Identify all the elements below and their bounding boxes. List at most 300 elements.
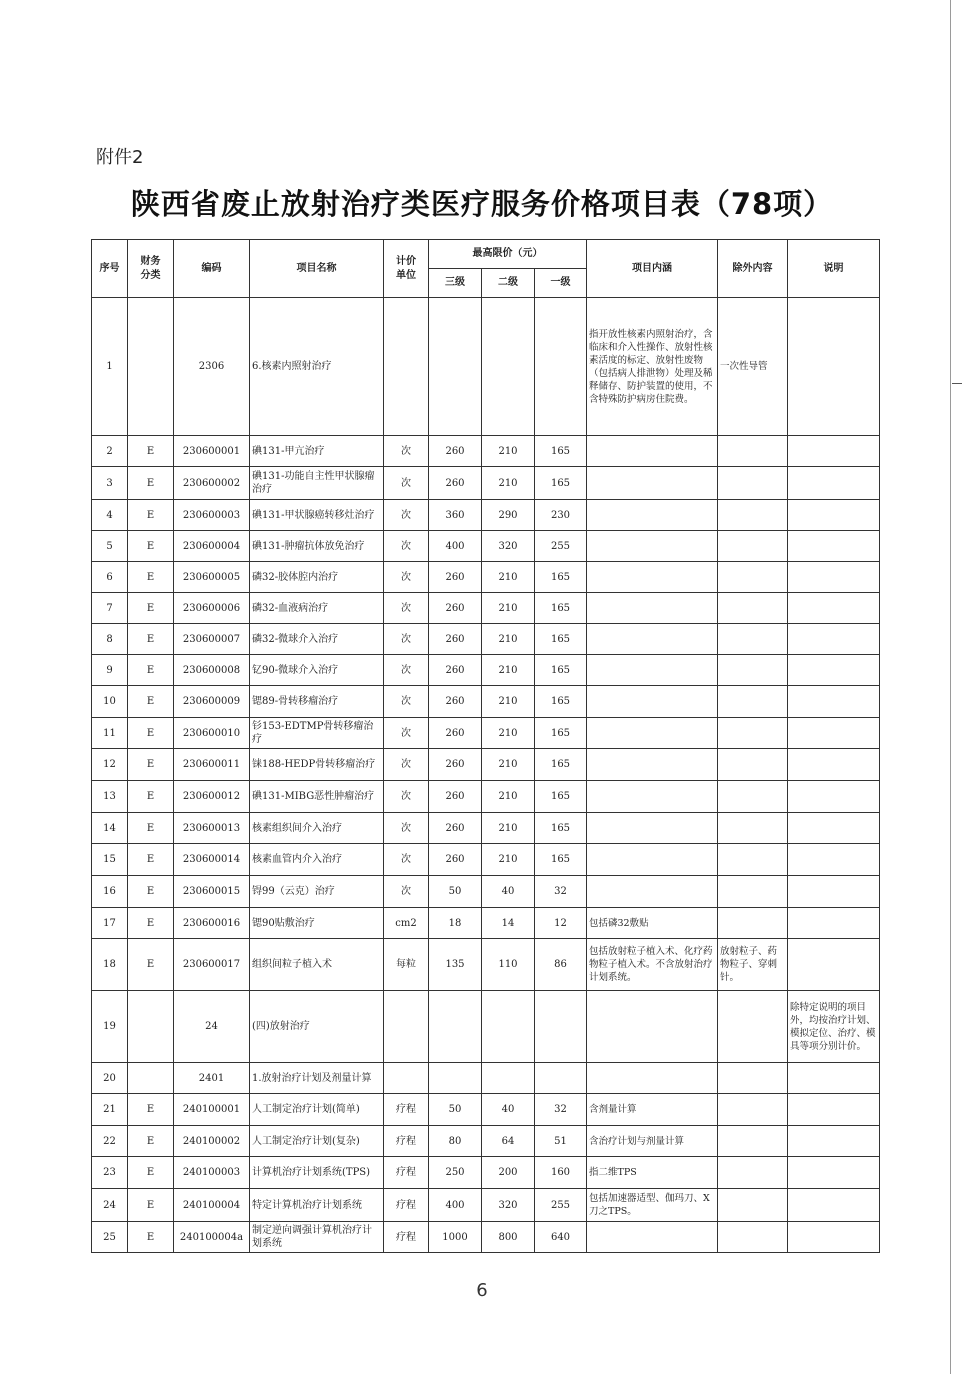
cell-content: 指开放性核素内照射治疗，含临床和介入性操作、放射性核素活度的标定、放射性废物（包括病人排泄物）处理及稀释储存、防护装置的使用，不含特殊防护病房住院费。 [587,298,718,436]
cell-price-level2: 110 [482,939,535,991]
cell-price-level1: 165 [535,686,587,718]
cell-price-level3 [429,298,482,436]
cell-exclude [718,467,788,500]
table-row [92,908,880,939]
cell-note [788,908,880,939]
cell-content: 含治疗计划与剂量计算 [587,1126,718,1157]
cell-unit [384,991,429,1063]
cell-price-level3: 260 [429,655,482,686]
cell-note [788,1222,880,1253]
cell-price-level1: 165 [535,718,587,749]
cell-item-name: 锶90贴敷治疗 [250,908,384,939]
cell-code: 240100003 [174,1157,250,1189]
cell-price-level1: 165 [535,749,587,781]
cell-unit: 次 [384,813,429,844]
cell-content [587,718,718,749]
header-content: 项目内涵 [587,240,718,298]
cell-price-level3: 260 [429,593,482,624]
cell-price-level1: 230 [535,500,587,531]
cell-code: 230600014 [174,844,250,876]
cell-fin-category: E [128,718,174,749]
cell-price-level1: 165 [535,781,587,813]
cell-seq: 25 [92,1222,128,1253]
cell-seq: 24 [92,1189,128,1222]
cell-price-level3: 260 [429,624,482,655]
cell-price-level1: 12 [535,908,587,939]
header-exclude: 除外内容 [718,240,788,298]
cell-content [587,1063,718,1094]
cell-price-level3: 260 [429,749,482,781]
cell-note [788,655,880,686]
cell-fin-category [128,991,174,1063]
cell-content [587,562,718,593]
cell-content: 包括磷32敷贴 [587,908,718,939]
cell-price-level2 [482,991,535,1063]
cell-price-level1: 165 [535,844,587,876]
cell-item-name: 钇90-微球介入治疗 [250,655,384,686]
cell-item-name: 核素组织间介入治疗 [250,813,384,844]
cell-code: 230600005 [174,562,250,593]
cell-price-level1: 32 [535,876,587,908]
cell-price-level2: 210 [482,436,535,467]
cell-item-name: 6.核素内照射治疗 [250,298,384,436]
cell-fin-category: E [128,1126,174,1157]
cell-fin-category: E [128,939,174,991]
header-code: 编码 [174,240,250,298]
cell-note [788,467,880,500]
cell-fin-category: E [128,876,174,908]
cell-item-name: 碘131-肿瘤抗体放免治疗 [250,531,384,562]
cell-price-level2: 64 [482,1126,535,1157]
cell-price-level3: 250 [429,1157,482,1189]
cell-fin-category: E [128,1094,174,1126]
cell-exclude [718,1222,788,1253]
cell-price-level2: 210 [482,467,535,500]
cell-code: 240100004 [174,1189,250,1222]
header-item-name: 项目名称 [250,240,384,298]
cell-price-level2 [482,298,535,436]
table-row [92,500,880,531]
table-row [92,1094,880,1126]
cell-note [788,1157,880,1189]
cell-price-level2: 210 [482,844,535,876]
cell-code: 2306 [174,298,250,436]
cell-code: 230600017 [174,939,250,991]
cell-seq: 15 [92,844,128,876]
cell-content [587,749,718,781]
cell-price-level1: 32 [535,1094,587,1126]
cell-code: 240100002 [174,1126,250,1157]
cell-seq: 16 [92,876,128,908]
cell-unit: 疗程 [384,1094,429,1126]
cell-code: 2401 [174,1063,250,1094]
cell-item-name: 1.放射治疗计划及剂量计算 [250,1063,384,1094]
cell-note [788,1126,880,1157]
cell-fin-category: E [128,655,174,686]
cell-seq: 21 [92,1094,128,1126]
cell-unit [384,1063,429,1094]
cell-unit: 疗程 [384,1157,429,1189]
cell-item-name: 碘131-甲亢治疗 [250,436,384,467]
cell-content [587,686,718,718]
cell-content [587,813,718,844]
cell-code: 24 [174,991,250,1063]
cell-note [788,562,880,593]
cell-price-level3: 50 [429,876,482,908]
cell-seq: 20 [92,1063,128,1094]
cell-seq: 13 [92,781,128,813]
cell-unit: 次 [384,593,429,624]
cell-code: 230600010 [174,718,250,749]
cell-item-name: 碘131-甲状腺癌转移灶治疗 [250,500,384,531]
cell-code: 230600007 [174,624,250,655]
cell-content [587,467,718,500]
cell-price-level1: 165 [535,624,587,655]
cell-item-name: 磷32-血液病治疗 [250,593,384,624]
price-table [91,239,880,1253]
cell-note [788,624,880,655]
cell-price-level2: 210 [482,718,535,749]
cell-seq: 23 [92,1157,128,1189]
cell-seq: 22 [92,1126,128,1157]
document-title: 陕西省废止放射治疗类医疗服务价格项目表（78项） [130,187,834,221]
cell-exclude [718,1094,788,1126]
cell-code: 230600016 [174,908,250,939]
cell-fin-category: E [128,813,174,844]
header-fin-category: 财务 分类 [128,240,174,298]
table-row [92,844,880,876]
cell-code: 230600015 [174,876,250,908]
table-row [92,655,880,686]
cell-exclude: 一次性导管 [718,298,788,436]
cell-item-name: 锝99（云克）治疗 [250,876,384,908]
cell-seq: 8 [92,624,128,655]
cell-fin-category: E [128,531,174,562]
cell-item-name: 人工制定治疗计划(简单) [250,1094,384,1126]
cell-fin-category: E [128,686,174,718]
cell-price-level1: 160 [535,1157,587,1189]
cell-code: 240100004a [174,1222,250,1253]
cell-exclude [718,781,788,813]
cell-seq: 3 [92,467,128,500]
cell-content [587,991,718,1063]
table-row [92,436,880,467]
cell-fin-category: E [128,1222,174,1253]
table-row [92,1063,880,1094]
cell-fin-category: E [128,1189,174,1222]
cell-seq: 17 [92,908,128,939]
cell-price-level1: 51 [535,1126,587,1157]
cell-price-level3: 18 [429,908,482,939]
cell-seq: 11 [92,718,128,749]
cell-code: 230600012 [174,781,250,813]
cell-content: 指二维TPS [587,1157,718,1189]
cell-price-level1 [535,991,587,1063]
table-row [92,718,880,749]
cell-unit: 每粒 [384,939,429,991]
cell-price-level2 [482,1063,535,1094]
cell-note: 除特定说明的项目外，均按治疗计划、模拟定位、治疗、模具等项分别计价。 [788,991,880,1063]
cell-price-level1: 165 [535,655,587,686]
cell-content [587,781,718,813]
cell-content [587,500,718,531]
cell-price-level3: 260 [429,562,482,593]
cell-code: 230600013 [174,813,250,844]
table-row [92,298,880,436]
cell-unit: 次 [384,655,429,686]
table-row [92,939,880,991]
cell-code: 230600009 [174,686,250,718]
cell-item-name: 锶89-骨转移瘤治疗 [250,686,384,718]
cell-note [788,500,880,531]
cell-price-level3: 260 [429,781,482,813]
cell-fin-category: E [128,436,174,467]
cell-item-name: 碘131-MIBG恶性肿瘤治疗 [250,781,384,813]
cell-exclude [718,593,788,624]
cell-code: 230600004 [174,531,250,562]
cell-unit: 次 [384,876,429,908]
header-level3: 三级 [429,269,482,298]
cell-seq: 14 [92,813,128,844]
table-row [92,1222,880,1253]
table-row [92,1126,880,1157]
header-unit: 计价 单位 [384,240,429,298]
cell-unit: 疗程 [384,1126,429,1157]
page-number: 6 [476,1280,488,1301]
cell-price-level2: 210 [482,781,535,813]
cell-item-name: 制定逆向调强计算机治疗计划系统 [250,1222,384,1253]
cell-content [587,531,718,562]
cell-unit: 次 [384,686,429,718]
cell-content [587,876,718,908]
cell-price-level3: 1000 [429,1222,482,1253]
cell-content: 含剂量计算 [587,1094,718,1126]
cell-exclude [718,749,788,781]
cell-note [788,718,880,749]
cell-price-level1: 165 [535,813,587,844]
cell-exclude [718,436,788,467]
cell-price-level1: 165 [535,562,587,593]
cell-price-level2: 210 [482,749,535,781]
cell-item-name: 组织间粒子植入术 [250,939,384,991]
cell-unit: 次 [384,436,429,467]
cell-fin-category [128,298,174,436]
scan-edge-tick [952,383,962,384]
cell-note [788,1094,880,1126]
cell-price-level3: 80 [429,1126,482,1157]
table-row [92,467,880,500]
cell-price-level2: 210 [482,562,535,593]
cell-exclude [718,813,788,844]
cell-fin-category: E [128,562,174,593]
cell-seq: 10 [92,686,128,718]
cell-item-name: 核素血管内介入治疗 [250,844,384,876]
cell-price-level1 [535,1063,587,1094]
header-max-price: 最高限价（元） [429,240,587,269]
table-row [92,781,880,813]
cell-price-level2: 210 [482,686,535,718]
cell-exclude [718,991,788,1063]
cell-note [788,593,880,624]
table-body [92,298,880,1253]
cell-note [788,813,880,844]
cell-exclude [718,844,788,876]
cell-price-level3: 260 [429,813,482,844]
cell-price-level3: 260 [429,844,482,876]
cell-seq: 2 [92,436,128,467]
cell-price-level3: 135 [429,939,482,991]
cell-price-level3 [429,991,482,1063]
cell-unit: 疗程 [384,1222,429,1253]
cell-price-level3 [429,1063,482,1094]
cell-item-name: 磷32-胶体腔内治疗 [250,562,384,593]
cell-exclude [718,1126,788,1157]
cell-code: 230600001 [174,436,250,467]
cell-exclude [718,686,788,718]
cell-unit: 疗程 [384,1189,429,1222]
cell-note [788,749,880,781]
cell-exclude [718,624,788,655]
cell-content [587,593,718,624]
cell-price-level3: 400 [429,1189,482,1222]
cell-seq: 12 [92,749,128,781]
cell-fin-category [128,1063,174,1094]
cell-note [788,876,880,908]
table-row [92,1157,880,1189]
cell-item-name: 计算机治疗计划系统(TPS) [250,1157,384,1189]
cell-unit: 次 [384,844,429,876]
table-row [92,686,880,718]
cell-exclude [718,908,788,939]
cell-seq: 18 [92,939,128,991]
cell-unit [384,298,429,436]
cell-price-level1: 165 [535,467,587,500]
cell-unit: 次 [384,718,429,749]
cell-price-level2: 290 [482,500,535,531]
cell-code: 230600008 [174,655,250,686]
cell-fin-category: E [128,624,174,655]
cell-exclude [718,655,788,686]
cell-unit: 次 [384,562,429,593]
cell-price-level2: 14 [482,908,535,939]
cell-item-name: 磷32-微球介入治疗 [250,624,384,655]
cell-price-level3: 260 [429,467,482,500]
cell-content [587,844,718,876]
cell-item-name: (四)放射治疗 [250,991,384,1063]
cell-fin-category: E [128,500,174,531]
cell-seq: 1 [92,298,128,436]
cell-price-level3: 260 [429,436,482,467]
cell-seq: 5 [92,531,128,562]
cell-price-level3: 260 [429,718,482,749]
cell-item-name: 铼188-HEDP骨转移瘤治疗 [250,749,384,781]
cell-content [587,436,718,467]
cell-content: 包括放射粒子植入术、化疗药物粒子植入术。不含放射治疗计划系统。 [587,939,718,991]
table-row [92,562,880,593]
table-row [92,813,880,844]
cell-note [788,1063,880,1094]
header-level1: 一级 [535,269,587,298]
cell-seq: 19 [92,991,128,1063]
cell-content [587,624,718,655]
cell-code: 230600003 [174,500,250,531]
cell-note [788,844,880,876]
cell-code: 230600002 [174,467,250,500]
header-note: 说明 [788,240,880,298]
cell-price-level2: 210 [482,593,535,624]
cell-price-level3: 260 [429,686,482,718]
cell-price-level2: 210 [482,655,535,686]
cell-unit: 次 [384,467,429,500]
table-row [92,593,880,624]
cell-price-level2: 40 [482,1094,535,1126]
cell-price-level3: 50 [429,1094,482,1126]
header-level2: 二级 [482,269,535,298]
cell-unit: 次 [384,749,429,781]
cell-note [788,531,880,562]
cell-exclude [718,562,788,593]
cell-price-level2: 210 [482,624,535,655]
cell-exclude [718,718,788,749]
cell-seq: 6 [92,562,128,593]
cell-note [788,781,880,813]
cell-unit: 次 [384,500,429,531]
cell-note [788,939,880,991]
cell-exclude [718,1157,788,1189]
attachment-label: 附件2 [96,147,144,168]
cell-seq: 4 [92,500,128,531]
cell-price-level1 [535,298,587,436]
cell-price-level2: 320 [482,1189,535,1222]
cell-item-name: 特定计算机治疗计划系统 [250,1189,384,1222]
cell-fin-category: E [128,781,174,813]
cell-price-level2: 200 [482,1157,535,1189]
table-row [92,1189,880,1222]
cell-price-level1: 640 [535,1222,587,1253]
table-row [92,876,880,908]
cell-exclude: 放射粒子、药物粒子、穿刺针。 [718,939,788,991]
cell-fin-category: E [128,844,174,876]
cell-content: 包括加速器适型、伽玛刀、X刀之TPS。 [587,1189,718,1222]
cell-price-level2: 210 [482,813,535,844]
cell-price-level3: 360 [429,500,482,531]
cell-unit: cm2 [384,908,429,939]
cell-item-name: 碘131-功能自主性甲状腺瘤治疗 [250,467,384,500]
cell-price-level2: 40 [482,876,535,908]
table-row [92,749,880,781]
cell-item-name: 人工制定治疗计划(复杂) [250,1126,384,1157]
cell-note [788,686,880,718]
cell-price-level1: 255 [535,531,587,562]
cell-note [788,1189,880,1222]
cell-content [587,1222,718,1253]
cell-exclude [718,1063,788,1094]
cell-exclude [718,876,788,908]
cell-price-level3: 400 [429,531,482,562]
cell-seq: 7 [92,593,128,624]
cell-code: 230600011 [174,749,250,781]
cell-exclude [718,531,788,562]
cell-fin-category: E [128,467,174,500]
cell-content [587,655,718,686]
cell-exclude [718,1189,788,1222]
table-row [92,624,880,655]
cell-fin-category: E [128,749,174,781]
cell-price-level2: 320 [482,531,535,562]
cell-unit: 次 [384,624,429,655]
cell-seq: 9 [92,655,128,686]
cell-fin-category: E [128,1157,174,1189]
